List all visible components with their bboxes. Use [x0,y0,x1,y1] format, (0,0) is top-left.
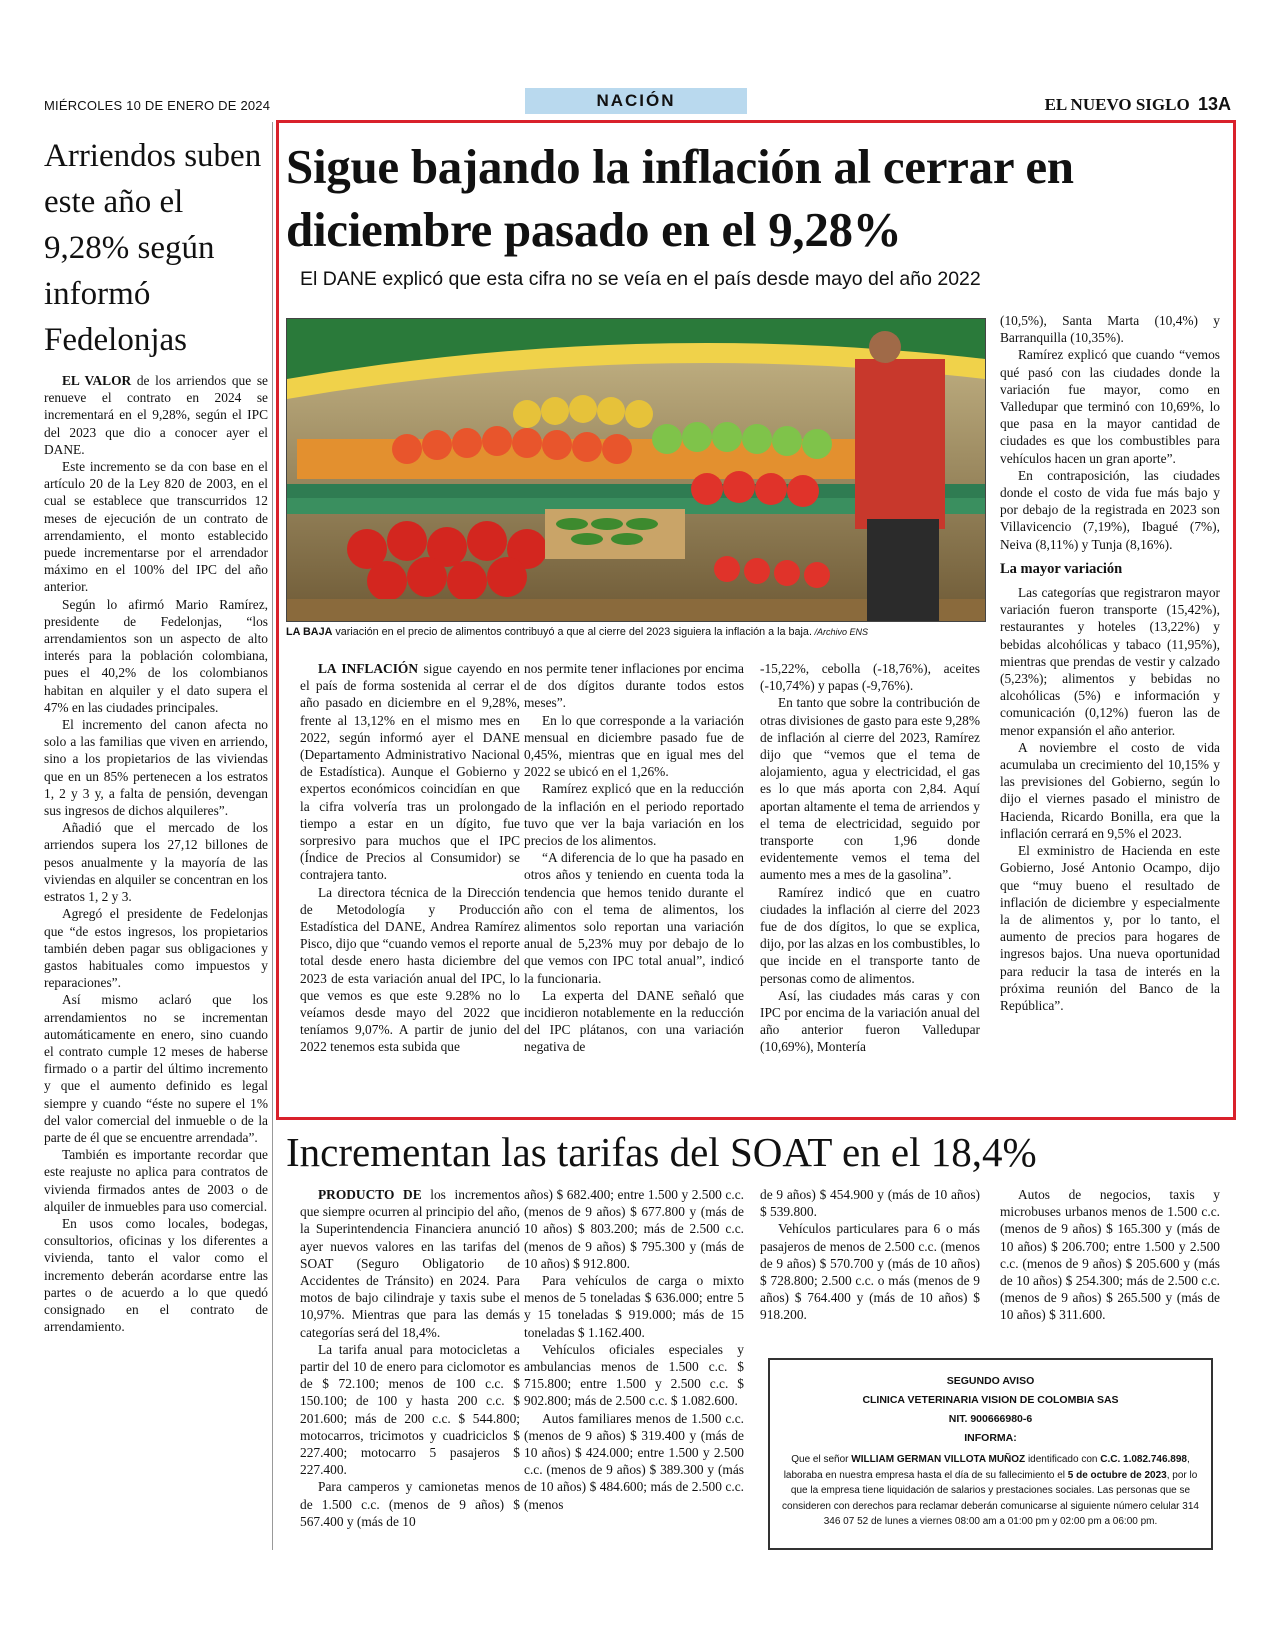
soat-paragraph: Para camperos y camionetas menos de 1.500 c.c. (menos de 9 años) $ 567.400 y (más de 10 [300,1479,520,1529]
soat-lead-word: PRODUCTO DE [318,1187,422,1202]
soat-column-1 [300,1186,520,1530]
main-lead-word: LA INFLACIÓN [318,661,418,676]
issue-date: MIÉRCOLES 10 DE ENERO DE 2024 [44,98,271,113]
caption-lead: LA BAJA [286,626,333,638]
page-number: 13A [1197,94,1231,114]
soat-paragraph: Vehículos oficiales especiales y ambulancias menos de 1.500 c.c. $ 715.800; entre 1.500 y 2.500 c.c. $ 902.800; más de 2.500 c.c. $ 1.082.600. [524,1341,744,1409]
main-paragraph: El exministro de Hacienda en este Gobierno, José Antonio Ocampo, dijo que “muy bueno el resultado de inflación de diciembre y especialmente la de alimentos y, por lo tanto, el aumento de precios para hogares de ingresos bajos. Una nueva oportunidad para reducir la tasa de interés en la próxima reunión del Banco de la República”. [1000,843,1220,1013]
main-paragraph: En contraposición, las ciudades donde el costo de vida fue más bajo y por debajo de la registrada en 2023 son Villavicencio (7,19%), Ibagué (7%), Neiva (8,11%) y Tunja (8,16%). [1000,467,1220,552]
notice-line: SEGUNDO AVISO [946,1375,1035,1387]
soat-paragraph: La tarifa anual para motocicletas a partir del 10 de enero para ciclomotor es de $ 72.100; menos de 100 c.c. $ 150.100; de 100 y hasta 200 c.c. $ 201.600; más de 200 c.c. $ 544.800; motocarros, tricimotos y cuadriciclos $ 227.400; motocarro 5 pasajeros $ 227.400. [300,1341,520,1478]
soat-column-2 [524,1186,744,1513]
notice-text: , laboraba en nuestra empresa hasta el día de su fallecimiento el [783,1454,1190,1481]
soat-paragraph: los incrementos que siempre ocurren al principio del año, la Superintendencia Financiera anunció ayer nuevos valores en las tarifas del SOAT (Seguro Obligatorio de Accidentes de Tránsito) en 2024. Para motos de bajo cilindraje y taxis sube el 10,97%. Mientras que para las demás categorías será del 18,4%. [300,1187,520,1340]
main-paragraph: Ramírez explicó que en la reducción de la inflación en el periodo reportado tuvo que ver la baja variación en los precios de los alimentos. [524,781,744,849]
side-paragraph: Así mismo aclaró que los arrendamientos no se incrementan automáticamente en enero, sino cuando el contrato cumple 12 meses de haberse firmado o a partir del último incremento y que el aumento definido es legal siempre y cuando “éste no supere el 1% del valor comercial del inmueble o de la parte de él que se encuentre arrendada”. [44,992,268,1145]
notice-text: identificado con [1025,1454,1101,1465]
notice-informa: INFORMA: [964,1432,1017,1444]
side-lead-word: EL VALOR [62,373,132,388]
soat-paragraph: Vehículos particulares para 6 o más pasajeros de menos de 2.500 c.c. (menos de 9 años) $ 570.700 y (más de 10 años) $ 728.800; 2.500 c.c. o más (menos de 9 años) $ 764.400 y (más de 10 años) $ 918.200. [760,1221,980,1323]
main-column-3 [760,660,980,1056]
soat-paragraph: Autos de negocios, taxis y microbuses urbanos menos de 1.500 c.c. (menos de 9 años) $ 165.300 y (más de 10 años) $ 206.700; entre 1.500 y 2.500 c.c. (menos de 9 años) $ 205.600 y (más de 10 años) $ 254.300; más de 2.500 c.c. (menos de 9 años) $ 265.500 y (más de 10 años) $ 311.600. [1000,1187,1220,1323]
side-article-body [44,372,268,1335]
soat-column-3 [760,1186,980,1324]
notice-body [780,1452,1201,1530]
main-subtitle: El DANE explicó que esta cifra no se veía en el país desde mayo del año 2022 [300,268,981,290]
side-paragraph: Según lo afirmó Mario Ramírez, presidente de Fedelonjas, “los arrendamientos son un aspecto de alto interés para la población colombiana, pues el 40,2% de los colombianos habitan en alquiler y el dato supera el 47% en las ciudades principales. [44,596,268,715]
main-paragraph: (10,5%), Santa Marta (10,4%) y Barranquilla (10,35%). [1000,313,1220,346]
side-paragraph: El incremento del canon afecta no solo a las familias que viven en arriendo, sino a los propietarios de las viviendas que en un 85% pertenecen a los estratos 1, 2 y 3 y, a falta de pensión, devengan sus ingresos de dichos alquileres”. [44,717,268,819]
notice-name: WILLIAM GERMAN VILLOTA MUÑOZ [851,1454,1026,1465]
notice-company: CLINICA VETERINARIA VISION DE COLOMBIA SAS [862,1394,1119,1406]
legal-notice [768,1358,1213,1550]
notice-nit: NIT. 900666980-6 [948,1413,1033,1425]
main-paragraph: Ramírez indicó que en cuatro ciudades la inflación al cierre del 2023 fue de dos dígitos, lo que se explica, dijo, por las alzas en los combustibles, lo que incide en el transporte tanto de personas como de alimentos. [760,884,980,986]
fruit-stand-illustration [287,319,985,621]
side-paragraph: Añadió que el mercado de los arriendos supera los 27,12 billones de pesos anualmente y la mayoría de las viviendas en alquiler se concentran en los estratos 1, 2 y 3. [44,820,268,905]
main-column-1 [300,660,520,1056]
soat-paragraph: Para vehículos de carga o mixto menos de 5 toneladas $ 636.000; entre 5 y 15 toneladas $ 919.000; más de 15 toneladas $ 1.162.400. [524,1273,744,1340]
side-headline: Arriendos suben este año el 9,28% según informó Fedelonjas [44,138,262,358]
column-divider [272,122,273,1550]
side-paragraph: Este incremento se da con base en el artículo 20 de la Ley 820 de 2003, en el cual se establece que transcurridos 12 meses de ejecución de un contrato de arrendamiento, el monto establecido puede incrementarse por el arrendador máximo en el 100% del IPC del año anterior. [44,459,268,595]
photo-caption [286,626,986,638]
main-column-4 [1000,312,1220,1014]
main-headline: Sigue bajando la inflación al cerrar en diciembre pasado en el 9,28% [286,139,1074,257]
notice-date: 5 de octubre de 2023 [1067,1469,1167,1481]
main-subhead: La mayor variación [1000,560,1123,577]
soat-paragraph: Autos familiares menos de 1.500 c.c. (menos de 9 años) $ 319.400 y (más de 10 años) $ 424.000; entre 1.500 y 2.500 c.c. (menos de 9 años) $ 389.300 y (más de 10 años) $ 484.600; más de 2.500 c.c. (menos [524,1410,744,1512]
masthead [1045,94,1231,115]
main-paragraph: nos permite tener inflaciones por encima de dos dígitos durante todos estos meses”. [524,661,744,711]
market-photo [286,318,986,622]
masthead-name: EL NUEVO SIGLO [1044,95,1190,114]
soat-column-4 [1000,1186,1220,1324]
main-paragraph: Ramírez explicó que cuando “vemos qué pasó con las ciudades donde la variación fue mayor, como en Valledupar que terminó con 10,69%, lo que pasa en la mayor cantidad de ciudades es que los combustibles para vehículos hacen un gran aporte”. [1000,347,1220,466]
main-column-2 [524,660,744,1056]
main-paragraph: Las categorías que registraron mayor variación fueron transporte (15,42%), restaurantes y hoteles (13,22%) y bebidas alcohólicas y tabaco (11,95%), mientras que prendas de vestir y calzado (5,23%); alimentos y bebidas no alcohólicas (5%) e información y comunicación (0,12%) fueron las de menor expansión el año anterior. [1000,585,1220,738]
main-paragraph: La directora técnica de la Dirección de Metodología y Producción Estadística del DANE, Andrea Ramírez Pisco, dijo que “cuando vemos el reporte total desde enero hasta diciembre del 2023 de esta variación anual del IPC, lo que vemos es que este 9.28% no lo veíamos desde mayo del 2022 que teníamos 9,07%. A partir de junio del 2022 tenemos esta subida que [300,884,520,1055]
section-label: NACIÓN [525,88,747,114]
side-paragraph: En usos como locales, bodegas, consultorios, oficinas y los diferentes a vivienda, tanto el valor como el incremento deberán acordarse entre las partes o de acuerdo a lo que quedó consignado en el contrato de arrendamiento. [44,1215,268,1335]
side-paragraph: Agregó el presidente de Fedelonjas que “de estos ingresos, los propietarios también deben pagar sus obligaciones y gastos habituales como impuestos y reparaciones”. [44,906,268,991]
side-paragraph: de los arriendos que se renueve el contrato en 2024 se incrementará en el 9,28%, según el IPC del 2023 que dio a conocer ayer el DANE. [44,373,268,457]
main-paragraph: En tanto que sobre la contribución de otras divisiones de gasto para este 9,28% de inflación al cierre del 2023, Ramírez dijo que “vemos que el tema de alojamiento, agua y electricidad, el gas es lo que más aporta con 2,84. Aquí aportan altamente el tema de arriendos y el tema de electricidad, seguido por transporte con 1,96 donde evidentemente vemos el tema del aumento mes a mes de la gasolina”. [760,695,980,883]
main-paragraph: -15,22%, cebolla (-18,76%), aceites (-10,74%) y papas (-9,76%). [760,661,980,694]
notice-text: Que el señor [791,1454,852,1465]
soat-paragraph: años) $ 682.400; entre 1.500 y 2.500 c.c. (menos de 9 años) $ 677.800 y (más de 10 años) $ 803.200; más de 2.500 c.c. (menos de 9 años) $ 795.300 y (más de 10 años) $ 912.800. [524,1187,744,1271]
main-paragraph: A noviembre el costo de vida acumulaba un crecimiento del 10,15% y las previsiones del Gobierno, según lo dijo el viernes pasado el ministro de Hacienda, Ricardo Bonilla, era que la inflación cerrará en 9,5% el 2023. [1000,739,1220,841]
caption-text: variación en el precio de alimentos contribuyó a que al cierre del 2023 siguiera la inflación a la baja. [332,626,812,638]
main-paragraph: “A diferencia de lo que ha pasado en otros años y teniendo en cuenta toda la tendencia que hemos tenido durante el año con el tema de alimentos, los alimentos solo reportan una variación anual de 5,23% muy por debajo de lo que vemos con IPC total anual”, indicó la funcionaria. [524,850,744,986]
caption-credit: /Archivo ENS [811,627,868,637]
main-paragraph: Así, las ciudades más caras y con IPC por encima de la variación anual del año anterior fueron Valledupar (10,69%), Montería [760,987,980,1055]
notice-id: C.C. 1.082.746.898 [1100,1454,1187,1465]
soat-headline: Incrementan las tarifas del SOAT en el 18,4% [286,1129,1037,1175]
main-paragraph: En lo que corresponde a la variación mensual en diciembre pasado fue de 0,45%, mientras que en igual mes del 2022 se ubicó en el 1,26%. [524,712,744,780]
side-paragraph: También es importante recordar que este reajuste no aplica para contratos de vivienda firmados antes de 2003 o de alquiler de inmuebles para uso comercial. [44,1147,268,1214]
notice-text: , por lo que la empresa tiene liquidación de salarios y prestaciones sociales. Las personas que se consideren con derechos para reclamar deberán comunicarse al siguiente número celular 314 346 07 52 de lunes a viernes 08:00 am a 01:00 pm y 02:00 pm a 06:00 pm. [782,1469,1199,1527]
main-paragraph: sigue cayendo en el país de forma sostenida al cerrar el año pasado en diciembre en el 9,28%, frente al 13,12% en el mismo mes en 2022, según informó ayer el DANE (Departamento Administrativo Nacional de Estadística). Aunque el Gobierno y expertos económicos coincidían en que la cifra volvería tras un prolongado tiempo a estar en un dígito, fue sorpresivo para muchos que el IPC (Índice de Precios al Consumidor) se contrajera tanto. [300,661,521,883]
soat-paragraph: de 9 años) $ 454.900 y (más de 10 años) $ 539.800. [760,1187,980,1220]
main-paragraph: La experta del DANE señaló que incidieron notablemente en la reducción del IPC plátanos, con una variación negativa de [524,987,744,1055]
